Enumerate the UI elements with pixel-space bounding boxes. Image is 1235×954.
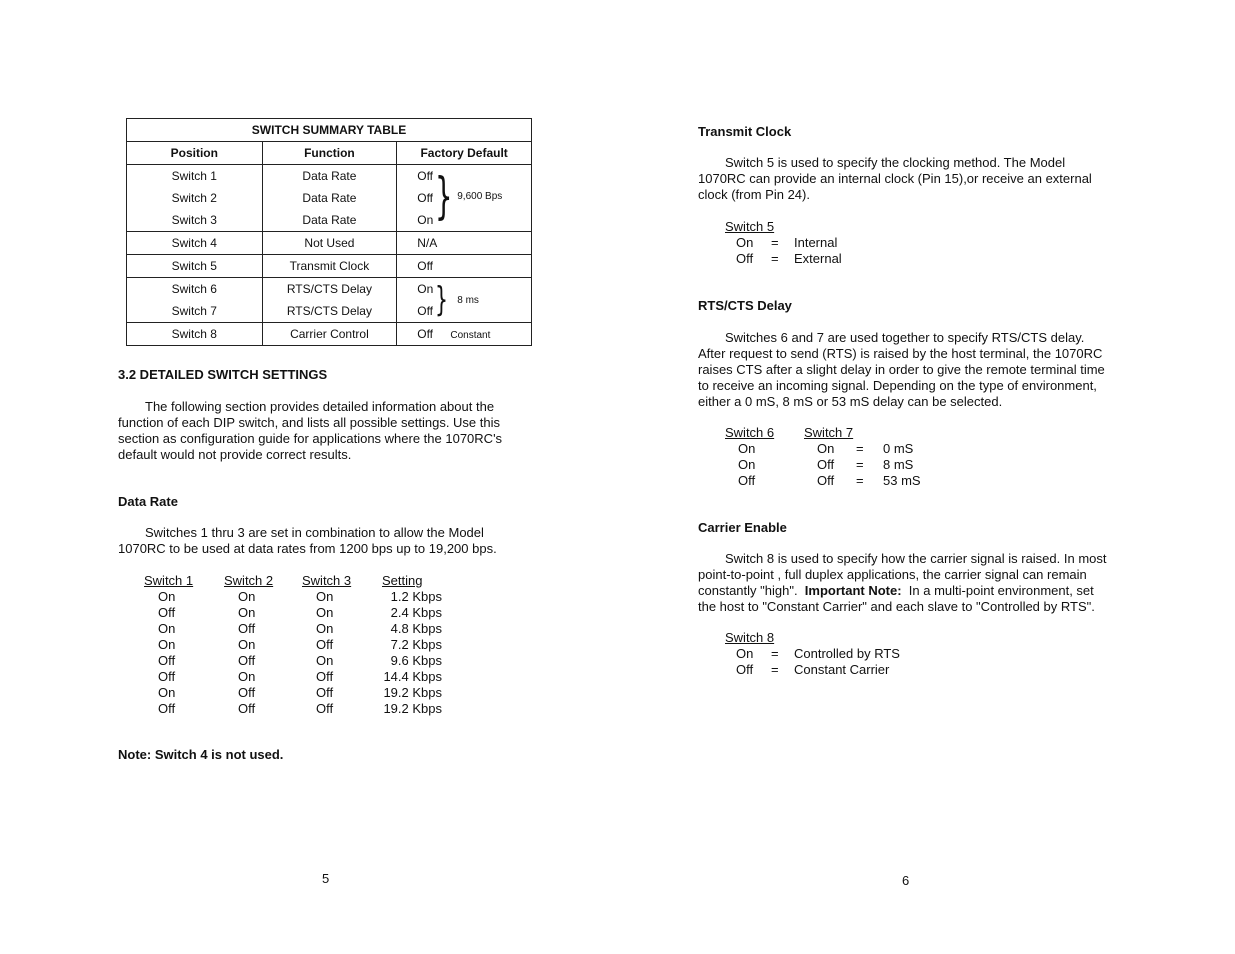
text-line: raises CTS after a slight delay in order to give the remote terminal time <box>698 362 1105 377</box>
switch-label: Switch 5 <box>725 219 775 234</box>
table-row <box>127 255 532 278</box>
cell-function: Not Used <box>262 232 397 255</box>
text-line: 1070RC to be used at data rates from 1200 bps up to 19,200 bps. <box>118 541 497 556</box>
table-title: SWITCH SUMMARY TABLE <box>127 119 532 142</box>
cell-switch-state: On <box>158 637 176 652</box>
col-header: Switch 6 <box>725 425 775 440</box>
cell: = <box>856 457 864 472</box>
cell-switch-state: Off <box>238 621 256 636</box>
col-header-function: Function <box>262 142 397 165</box>
note: Note: Switch 4 is not used. <box>118 747 284 762</box>
switch-8-table <box>725 630 900 678</box>
cell: External <box>794 251 842 266</box>
cell: Off <box>736 662 754 677</box>
cell-switch-state: On <box>158 589 176 604</box>
cell: On <box>736 235 754 250</box>
brace-note-data-rate: 9,600 Bps <box>457 191 503 202</box>
cell-switch-state: Off <box>158 653 176 668</box>
table-row <box>127 323 532 346</box>
cell: On <box>817 441 835 456</box>
cell-function: Data Rate <box>262 187 397 209</box>
table-row <box>725 473 921 489</box>
cell: Constant Carrier <box>794 662 890 677</box>
cell: Controlled by RTS <box>794 646 900 661</box>
cell-setting: 1.2 Kbps <box>390 589 442 604</box>
cell-default-group-1 <box>397 165 532 232</box>
right-brace-icon: } <box>435 167 453 225</box>
col-header: Setting <box>382 573 423 588</box>
cell-setting: 4.8 Kbps <box>390 621 442 636</box>
table-row <box>725 235 842 251</box>
cell: On <box>738 441 756 456</box>
text-line: either a 0 mS, 8 mS or 53 mS delay can be selected. <box>698 394 1003 409</box>
cell-position: Switch 4 <box>127 232 263 255</box>
cell-default: Off <box>417 327 434 341</box>
data-rate-table <box>144 573 442 717</box>
cell-switch-state: On <box>158 685 176 700</box>
table-row <box>144 589 442 605</box>
cell: Off <box>817 457 835 472</box>
cell-function: RTS/CTS Delay <box>262 278 397 301</box>
table-row <box>725 646 900 662</box>
text-line: clock (from Pin 24). <box>698 187 810 202</box>
text-line: to receive an incoming signal. Depending on the type of environment, <box>698 378 1097 393</box>
cell-function: Data Rate <box>262 209 397 232</box>
table-row <box>144 669 442 685</box>
cell-switch-state: Off <box>158 605 176 620</box>
cell: On <box>738 457 756 472</box>
col-header: Switch 2 <box>224 573 274 588</box>
cell-switch-state: Off <box>238 685 256 700</box>
section-heading: 3.2 DETAILED SWITCH SETTINGS <box>118 367 328 382</box>
cell-setting: 19.2 Kbps <box>383 701 442 716</box>
table-row <box>127 278 532 301</box>
col-header-position: Position <box>127 142 263 165</box>
page-number: 5 <box>322 871 330 886</box>
cell-function: Data Rate <box>262 165 397 188</box>
cell-switch-state: Off <box>316 685 334 700</box>
switch-5-table <box>725 219 842 267</box>
data-rate-paragraph <box>118 525 497 557</box>
table-row <box>144 701 442 717</box>
cell-switch-state: On <box>316 621 334 636</box>
rts-cts-table <box>725 425 921 489</box>
text-line: function of each DIP switch, and lists all possible settings. Use this <box>118 415 501 430</box>
rts-cts-paragraph <box>698 330 1105 410</box>
cell: Off <box>817 473 835 488</box>
cell: Internal <box>794 235 838 250</box>
right-brace-icon: } <box>435 280 449 320</box>
col-header: Switch 7 <box>804 425 854 440</box>
switch-label: Switch 8 <box>725 630 775 645</box>
cell-position: Switch 1 <box>127 165 263 188</box>
table-row <box>725 662 900 678</box>
cell-switch-state: Off <box>316 637 334 652</box>
text-line: point-to-point , full duplex applications, the carrier signal can remain <box>698 567 1087 582</box>
transmit-clock-paragraph <box>698 155 1092 203</box>
table-row <box>127 165 532 188</box>
table-row <box>725 457 921 473</box>
page-number: 6 <box>902 873 910 888</box>
cell-function: Carrier Control <box>262 323 397 346</box>
cell-function: RTS/CTS Delay <box>262 300 397 323</box>
col-header: Switch 1 <box>144 573 194 588</box>
cell-switch-state: Off <box>238 653 256 668</box>
cell-position: Switch 2 <box>127 187 263 209</box>
text-line: 1070RC can provide an internal clock (Pin 15),or receive an external <box>698 171 1092 186</box>
cell-default: Off <box>417 304 434 318</box>
rts-cts-heading: RTS/CTS Delay <box>698 298 792 313</box>
cell-switch-state: On <box>158 621 176 636</box>
table-row <box>144 637 442 653</box>
cell-default-group-2 <box>397 278 532 323</box>
cell-switch-state: On <box>238 605 256 620</box>
cell: Off <box>736 251 754 266</box>
text-line: Switch 8 is used to specify how the carrier signal is raised. In most <box>725 551 1107 566</box>
carrier-paragraph <box>698 551 1107 615</box>
section-paragraph <box>118 399 502 463</box>
carrier-enable-heading: Carrier Enable <box>698 520 787 535</box>
text-line: The following section provides detailed information about the <box>145 399 495 414</box>
cell: 8 mS <box>883 457 914 472</box>
brace-note-delay: 8 ms <box>457 295 479 306</box>
cell: 53 mS <box>883 473 921 488</box>
text-run: constantly "high". <box>698 583 805 598</box>
cell: = <box>771 235 779 250</box>
cell: Off <box>738 473 756 488</box>
important-note-label: Important Note: <box>804 583 902 598</box>
table-row <box>725 441 921 457</box>
cell-function: Transmit Clock <box>262 255 397 278</box>
col-header: Switch 3 <box>302 573 352 588</box>
cell-switch-state: Off <box>238 701 256 716</box>
cell-position: Switch 6 <box>127 278 263 301</box>
cell-default: Off <box>397 255 532 278</box>
cell-setting: 9.6 Kbps <box>390 653 442 668</box>
cell-setting: 14.4 Kbps <box>383 669 442 684</box>
cell-default: On <box>417 282 434 296</box>
col-header-default: Factory Default <box>397 142 532 165</box>
cell-setting: 19.2 Kbps <box>383 685 442 700</box>
table-row <box>725 251 842 267</box>
table-row <box>127 232 532 255</box>
cell-switch-state: On <box>316 589 334 604</box>
text-line: Switch 5 is used to specify the clocking method. The Model <box>725 155 1066 170</box>
cell-position: Switch 5 <box>127 255 263 278</box>
cell-setting: 7.2 Kbps <box>390 637 442 652</box>
cell-position: Switch 7 <box>127 300 263 323</box>
text-line: section as configuration guide for applications where the 1070RC's <box>118 431 503 446</box>
table-row <box>144 605 442 621</box>
cell: On <box>736 646 754 661</box>
table-row <box>144 621 442 637</box>
cell-switch-state: On <box>238 637 256 652</box>
cell-switch-state: Off <box>158 701 176 716</box>
cell-position: Switch 3 <box>127 209 263 232</box>
cell: = <box>856 473 864 488</box>
text-run: In a multi-point environment, set <box>901 583 1094 598</box>
text-line: the host to "Constant Carrier" and each slave to "Controlled by RTS". <box>698 599 1095 614</box>
cell-switch-state: On <box>316 653 334 668</box>
text-line: default would not provide correct results. <box>118 447 352 462</box>
note-constant: Constant <box>450 330 491 341</box>
cell-default: Off <box>417 169 434 183</box>
cell: = <box>771 646 779 661</box>
cell-switch-state: On <box>238 589 256 604</box>
cell: = <box>771 662 779 677</box>
cell-position: Switch 8 <box>127 323 263 346</box>
table-header-row <box>144 573 442 589</box>
cell-switch-state: Off <box>316 669 334 684</box>
cell-default: Off <box>417 191 434 205</box>
cell: = <box>771 251 779 266</box>
cell-default: N/A <box>397 232 532 255</box>
table-row <box>144 653 442 669</box>
text-line <box>698 583 1107 599</box>
cell-switch-state: On <box>316 605 334 620</box>
switch-summary-table <box>126 118 532 346</box>
text-line: Switches 1 thru 3 are set in combination to allow the Model <box>145 525 484 540</box>
cell-switch-state: On <box>238 669 256 684</box>
table-header-row <box>725 425 921 441</box>
transmit-clock-heading: Transmit Clock <box>698 124 792 139</box>
text-line: Switches 6 and 7 are used together to specify RTS/CTS delay. <box>725 330 1085 345</box>
cell: = <box>856 441 864 456</box>
cell-switch-state: Off <box>158 669 176 684</box>
cell: 0 mS <box>883 441 914 456</box>
table-row <box>144 685 442 701</box>
cell-default-carrier <box>397 323 532 346</box>
cell-setting: 2.4 Kbps <box>390 605 442 620</box>
text-line: After request to send (RTS) is raised by the host terminal, the 1070RC <box>698 346 1103 361</box>
cell-switch-state: Off <box>316 701 334 716</box>
data-rate-heading: Data Rate <box>118 494 178 509</box>
cell-default: On <box>417 213 434 227</box>
